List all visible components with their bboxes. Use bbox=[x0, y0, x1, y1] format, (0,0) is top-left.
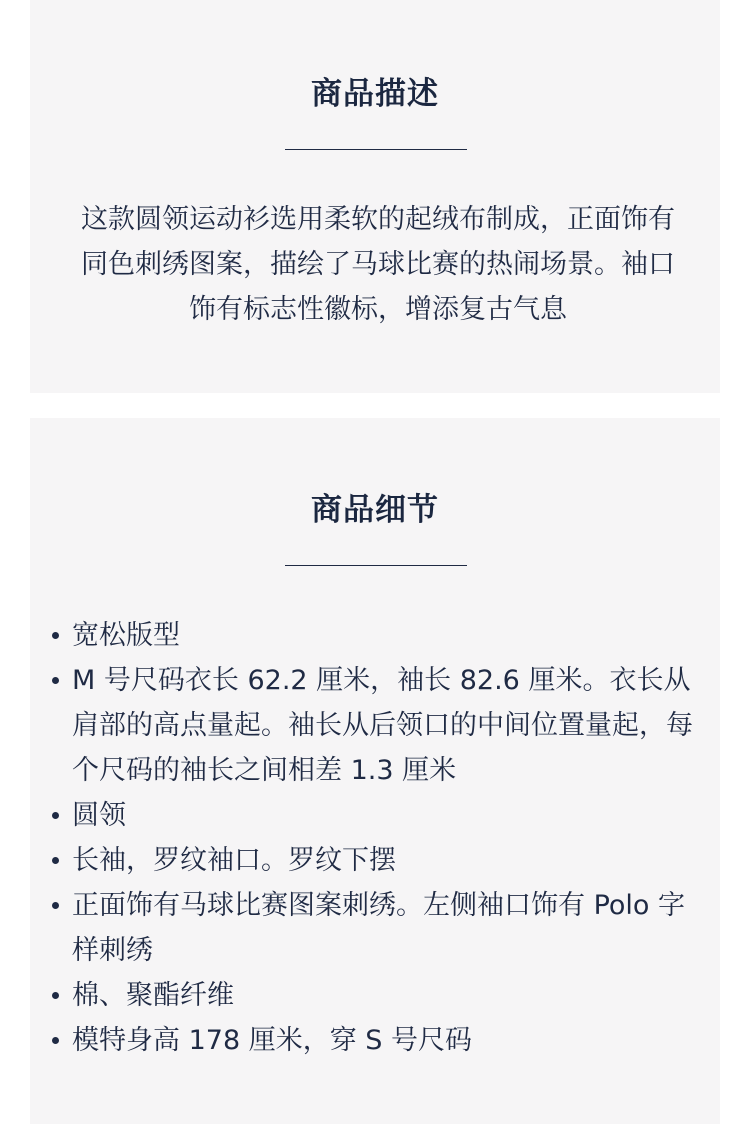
product-details-section bbox=[30, 418, 720, 1124]
bullet-icon bbox=[52, 857, 59, 864]
section-title: 商品细节 bbox=[311, 492, 439, 528]
list-item bbox=[72, 1018, 700, 1063]
bullet-icon bbox=[52, 632, 59, 639]
list-item-text: 模特身高 178 厘米，穿 S 号尺码 bbox=[72, 1025, 473, 1056]
bullet-icon bbox=[52, 1037, 59, 1044]
list-item bbox=[72, 973, 700, 1018]
product-description-section bbox=[30, 0, 720, 393]
list-item bbox=[72, 658, 700, 793]
list-item bbox=[72, 613, 700, 658]
list-item bbox=[72, 883, 700, 973]
section-title: 商品描述 bbox=[311, 76, 439, 112]
list-item-text: 正面饰有马球比赛图案刺绣。左侧袖口饰有 Polo 字样刺绣 bbox=[72, 890, 686, 966]
list-item-text: 棉、聚酯纤维 bbox=[72, 980, 234, 1011]
list-item-text: 圆领 bbox=[72, 800, 126, 831]
list-item-text: 宽松版型 bbox=[72, 620, 180, 651]
title-divider bbox=[285, 149, 467, 150]
title-divider bbox=[285, 565, 467, 566]
list-item bbox=[72, 793, 700, 838]
bullet-icon bbox=[52, 812, 59, 819]
list-item bbox=[72, 838, 700, 883]
bullet-icon bbox=[52, 677, 59, 684]
list-item-text: 长袖，罗纹袖口。罗纹下摆 bbox=[72, 845, 396, 876]
product-details-list bbox=[72, 613, 700, 1063]
bullet-icon bbox=[52, 902, 59, 909]
bullet-icon bbox=[52, 992, 59, 999]
list-item-text: M 号尺码衣长 62.2 厘米，袖长 82.6 厘米。衣长从肩部的高点量起。袖长从后领口的中间位置量起，每个尺码的袖长之间相差 1.3 厘米 bbox=[72, 665, 693, 786]
product-description-text: 这款圆领运动衫选用柔软的起绒布制成，正面饰有同色刺绣图案，描绘了马球比赛的热闹场景。袖口饰有标志性徽标，增添复古气息 bbox=[81, 204, 675, 325]
